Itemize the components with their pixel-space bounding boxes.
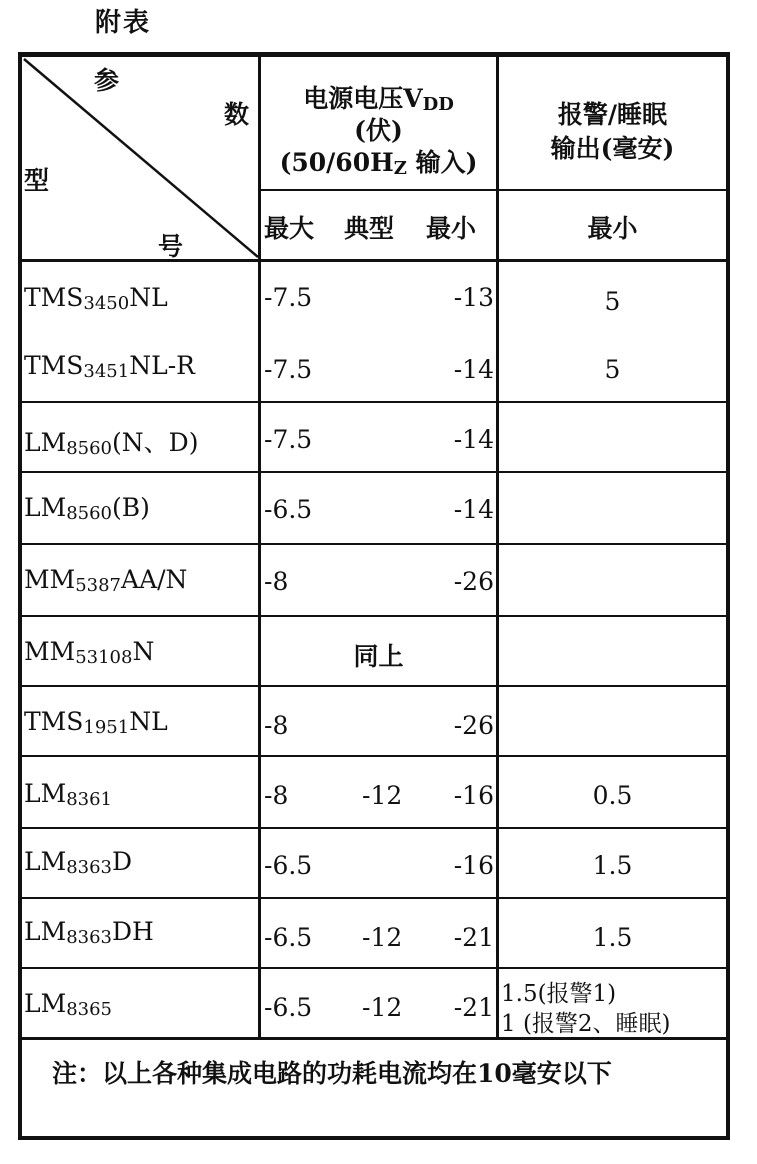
table-row-model <box>24 847 132 878</box>
row-line <box>22 543 726 545</box>
header-bottom-line <box>22 259 726 262</box>
model-number: 8560 <box>66 503 113 525</box>
model-number: 3450 <box>83 293 130 315</box>
cell-vdd-min: -16 <box>453 781 494 810</box>
cell-vdd-min: -14 <box>453 355 494 384</box>
model-suffix: (N、D) <box>112 428 199 457</box>
corner-label-type: 型 <box>24 166 50 195</box>
header-subline <box>259 189 726 191</box>
cell-vdd-min: -14 <box>453 495 494 524</box>
cell-output: 1.5 <box>592 923 633 952</box>
table-row-model <box>24 423 198 459</box>
row-line <box>22 967 726 969</box>
cell-output-line2: 1 (报警2、睡眠) <box>501 1011 671 1037</box>
model-prefix: LM <box>24 847 67 876</box>
header-vdd-line1 <box>261 79 496 115</box>
cell-vdd-min: -14 <box>453 425 494 454</box>
model-prefix: LM <box>24 779 67 808</box>
cell-vdd-max: -6.5 <box>264 993 313 1022</box>
table-row-model <box>24 565 187 596</box>
model-suffix: DH <box>112 917 154 946</box>
row-line <box>22 401 726 403</box>
model-number: 53108 <box>75 647 133 669</box>
cell-output: 5 <box>604 287 621 316</box>
row-line <box>22 755 726 757</box>
table-caption: 附表 <box>95 8 152 38</box>
cell-output: 1.5 <box>592 851 633 880</box>
table-row-model <box>24 989 112 1020</box>
table-row-model <box>24 707 168 738</box>
model-prefix: MM <box>24 565 76 594</box>
model-prefix: MM <box>24 637 76 666</box>
col-divider-alarm <box>496 57 499 1039</box>
model-number: 3451 <box>83 361 130 383</box>
model-number: 8365 <box>66 999 113 1021</box>
header-freq-text: (50/60H <box>279 148 394 177</box>
header-vdd-subscript: DD <box>422 94 454 116</box>
cell-vdd-max: -7.5 <box>264 425 313 454</box>
model-suffix: NL <box>129 707 168 736</box>
model-suffix: (B) <box>112 493 150 522</box>
cell-vdd-max: -6.5 <box>264 495 313 524</box>
table-row-model <box>24 917 154 948</box>
header-max: 最大 <box>264 214 315 243</box>
header-freq-text-end: 输入) <box>406 148 478 177</box>
header-vdd-text: 电源电压V <box>303 84 423 113</box>
model-prefix: LM <box>24 428 67 457</box>
row-line <box>22 615 726 617</box>
row-line <box>22 471 726 473</box>
model-suffix: NL-R <box>129 351 195 380</box>
model-number: 1951 <box>83 717 130 739</box>
header-min: 最小 <box>426 214 477 243</box>
header-alarm-line1: 报警/睡眠 <box>557 100 668 129</box>
cell-vdd-min: -16 <box>453 851 494 880</box>
row-line <box>22 685 726 687</box>
cell-vdd-max: -6.5 <box>264 923 313 952</box>
cell-vdd-min: -26 <box>453 711 494 740</box>
cell-vdd-min: -21 <box>453 993 494 1022</box>
cell-vdd-max: -6.5 <box>264 851 313 880</box>
col-divider-model <box>258 57 261 1039</box>
cell-output: 0.5 <box>592 781 633 810</box>
model-prefix: LM <box>24 989 67 1018</box>
header-vdd-freq <box>261 143 496 179</box>
table-row-model <box>24 283 168 314</box>
corner-label-count: 数 <box>224 100 250 129</box>
model-prefix: TMS <box>24 283 84 312</box>
cell-vdd-max: -8 <box>264 781 289 810</box>
cell-vdd-typ: -12 <box>362 993 403 1022</box>
header-alarm-min: 最小 <box>587 214 638 243</box>
row-line <box>22 897 726 899</box>
table-footnote: 注：以上各种集成电路的功耗电流均在10毫安以下 <box>52 1059 612 1088</box>
cell-vdd-typ: -12 <box>362 781 403 810</box>
model-prefix: TMS <box>24 707 84 736</box>
cell-vdd-min: -21 <box>453 923 494 952</box>
model-number: 8560 <box>66 438 113 460</box>
table-row-model <box>24 351 195 382</box>
model-number: 8363 <box>66 857 113 879</box>
cell-vdd-max: -7.5 <box>264 355 313 384</box>
cell-vdd-max: -7.5 <box>264 283 313 312</box>
cell-vdd-max: -8 <box>264 711 289 740</box>
cell-vdd-min: -13 <box>453 283 494 312</box>
model-number: 8363 <box>66 927 113 949</box>
corner-label-number: 号 <box>158 232 184 261</box>
cell-vdd-same-as-above: 同上 <box>353 642 404 671</box>
model-prefix: LM <box>24 493 67 522</box>
model-suffix: N <box>132 637 155 666</box>
corner-label-param: 参 <box>94 66 120 95</box>
header-freq-subscript: Z <box>393 158 407 180</box>
cell-output-line1: 1.5(报警1) <box>501 981 617 1007</box>
model-number: 8361 <box>66 789 113 811</box>
table-row-model <box>24 779 112 810</box>
table-row-model <box>24 493 150 524</box>
model-suffix: AA/N <box>121 565 188 594</box>
cell-vdd-typ: -12 <box>362 923 403 952</box>
cell-output: 5 <box>604 355 621 384</box>
model-prefix: LM <box>24 917 67 946</box>
header-vdd-unit: (伏) <box>354 116 403 145</box>
header-alarm-line2: 输出(毫安) <box>550 134 675 163</box>
model-prefix: TMS <box>24 351 84 380</box>
table-frame <box>18 52 730 1140</box>
cell-vdd-min: -26 <box>453 567 494 596</box>
row-line <box>22 827 726 829</box>
corner-diagonal <box>22 57 262 259</box>
model-suffix: NL <box>129 283 168 312</box>
model-suffix: D <box>112 847 133 876</box>
table-row-model <box>24 637 154 668</box>
cell-vdd-max: -8 <box>264 567 289 596</box>
model-number: 5387 <box>75 575 122 597</box>
header-typ: 典型 <box>344 214 395 243</box>
